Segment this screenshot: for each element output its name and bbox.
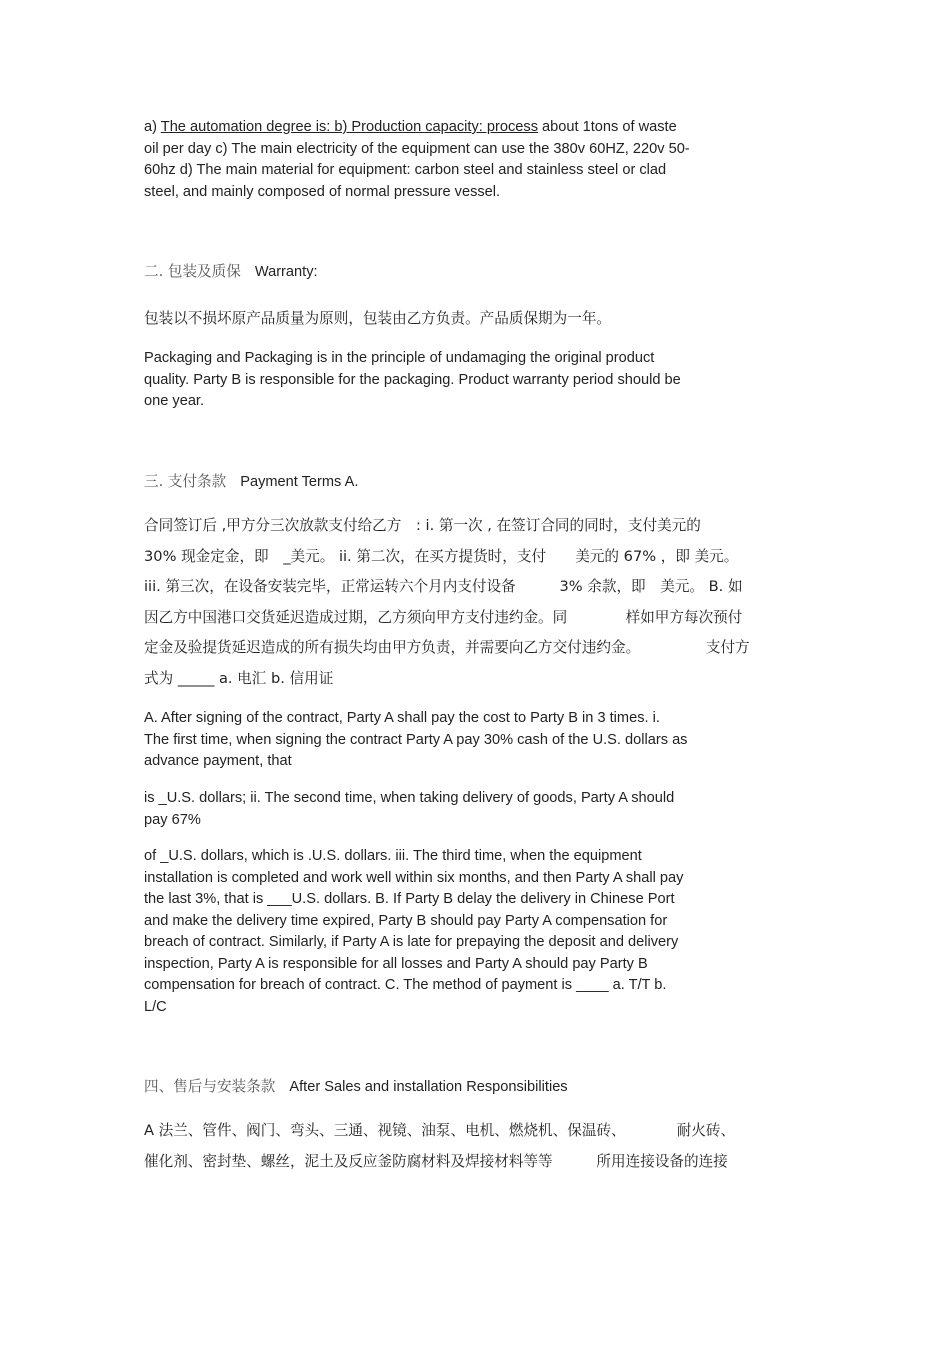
section-2-en-line: quality. Party B is responsible for the packaging. Product warranty period should be — [144, 371, 681, 388]
section-3-en-line: pay 67% — [144, 811, 201, 828]
spec-prefix: a) — [144, 119, 161, 135]
section-3-en-line: breach of contract. Similarly, if Party A is late for prepaying the deposit and delivery — [144, 934, 679, 950]
section-4-heading — [144, 1076, 744, 1098]
spec-line-2: oil per day c) The main electricity of the equipment can use the 380v 60HZ, 220v 50- — [144, 140, 690, 157]
spec-line-3: 60hz d) The main material for equipment: carbon steel and stainless steel or clad — [144, 162, 667, 178]
section-3-en-line: L/C — [144, 998, 167, 1015]
section-2-heading — [144, 261, 744, 283]
section-3-en-line: A. After signing of the contract, Party A shall pay the cost to Party B in 3 times. i. — [144, 710, 660, 726]
section-3-en-line: installation is completed and work well within six months, and then Party A shall pay — [144, 869, 684, 886]
section-3-en-line: inspection, Party A is responsible for all losses and Party A should pay Party B — [144, 955, 648, 972]
section-2-zh: 包装以不损坏原产品质量为原则，包装由乙方负责。产品质保期为一年。 — [144, 310, 612, 327]
section-3-zh-line: iii. 第三次，在设备安装完毕，正常运转六个月内支付设备 3% 余款，即 美元。 B. 如 — [144, 578, 743, 595]
section-3-en-line: compensation for breach of contract. C. The method of payment is ____ a. T/T b. — [144, 977, 667, 993]
section-4-zh — [144, 1116, 804, 1177]
section-3-heading-zh: 三. 支付条款 — [144, 473, 227, 490]
section-3-heading — [144, 471, 744, 493]
section-2-en-line: one year. — [144, 393, 205, 409]
section-3-zh-line: 因乙方中国港口交货延迟造成过期，乙方须向甲方支付违约金。同 样如甲方每次预付 — [144, 608, 743, 626]
section-2-heading-zh: 二. 包装及质保 — [144, 263, 241, 280]
section-3-en-p1 — [144, 708, 744, 773]
section-3-en-line: The first time, when signing the contract Party A pay 30% cash of the U.S. dollars as — [144, 731, 688, 748]
section-3-zh-line: 式为 _____ a. 电汇 b. 信用证 — [144, 669, 334, 687]
spec-underlined-text: The automation degree is: b) Production capacity: process — [160, 119, 538, 135]
section-2-en-line: Packaging and Packaging is in the principle of undamaging the original product — [144, 350, 655, 366]
section-3-en-p2 — [144, 788, 744, 831]
spec-line-1-rest: about 1tons of waste — [538, 119, 677, 135]
section-3-en-line: the last 3%, that is ___U.S. dollars. B. If Party B delay the delivery in Chinese Port — [144, 891, 675, 907]
section-2-en — [144, 348, 744, 413]
section-2-heading-en: Warranty: — [254, 264, 318, 280]
section-3-en-line: of _U.S. dollars, which is .U.S. dollars. iii. The third time, when the equipment — [144, 848, 642, 864]
section-3-en-line: advance payment, that — [144, 753, 292, 769]
section-4-heading-zh: 四、售后与安装条款 — [144, 1078, 276, 1095]
spec-line-4: steel, and mainly composed of normal pressure vessel. — [144, 183, 501, 200]
section-3-zh-line: 合同签订后 ,甲方分三次放款支付给乙方 : i. 第一次 , 在签订合同的同时，支付美元的 — [144, 517, 701, 534]
section-4-zh-line: A 法兰、管件、阀门、弯头、三通、视镜、油泵、电机、燃烧机、保温砖、 耐火砖、 — [144, 1122, 736, 1139]
spec-paragraph — [144, 117, 744, 203]
section-4-heading-en: After Sales and installation Responsibilities — [289, 1079, 568, 1095]
section-4-zh-line: 催化剂、密封垫、螺丝，泥土及反应釜防腐材料及焊接材料等等 所用连接设备的连接 — [144, 1152, 728, 1170]
spec-line-1 — [144, 117, 744, 139]
section-3-en-line: is _U.S. dollars; ii. The second time, when taking delivery of goods, Party A should — [144, 790, 675, 806]
section-3-zh-line: 30% 现金定金，即 _美元。 ii. 第二次，在买方提货时，支付 美元的 67% ，即 美元。 — [144, 547, 739, 565]
section-3-en-p3 — [144, 846, 744, 1018]
section-3-heading-en: Payment Terms A. — [240, 474, 359, 490]
section-3-en-line: and make the delivery time expired, Party B should pay Party A compensation for — [144, 912, 668, 929]
section-3-zh — [144, 511, 804, 694]
section-3-zh-line: 定金及验提货延迟造成的所有损失均由甲方负责，并需要向乙方交付违约金。 支付方 — [144, 639, 750, 656]
